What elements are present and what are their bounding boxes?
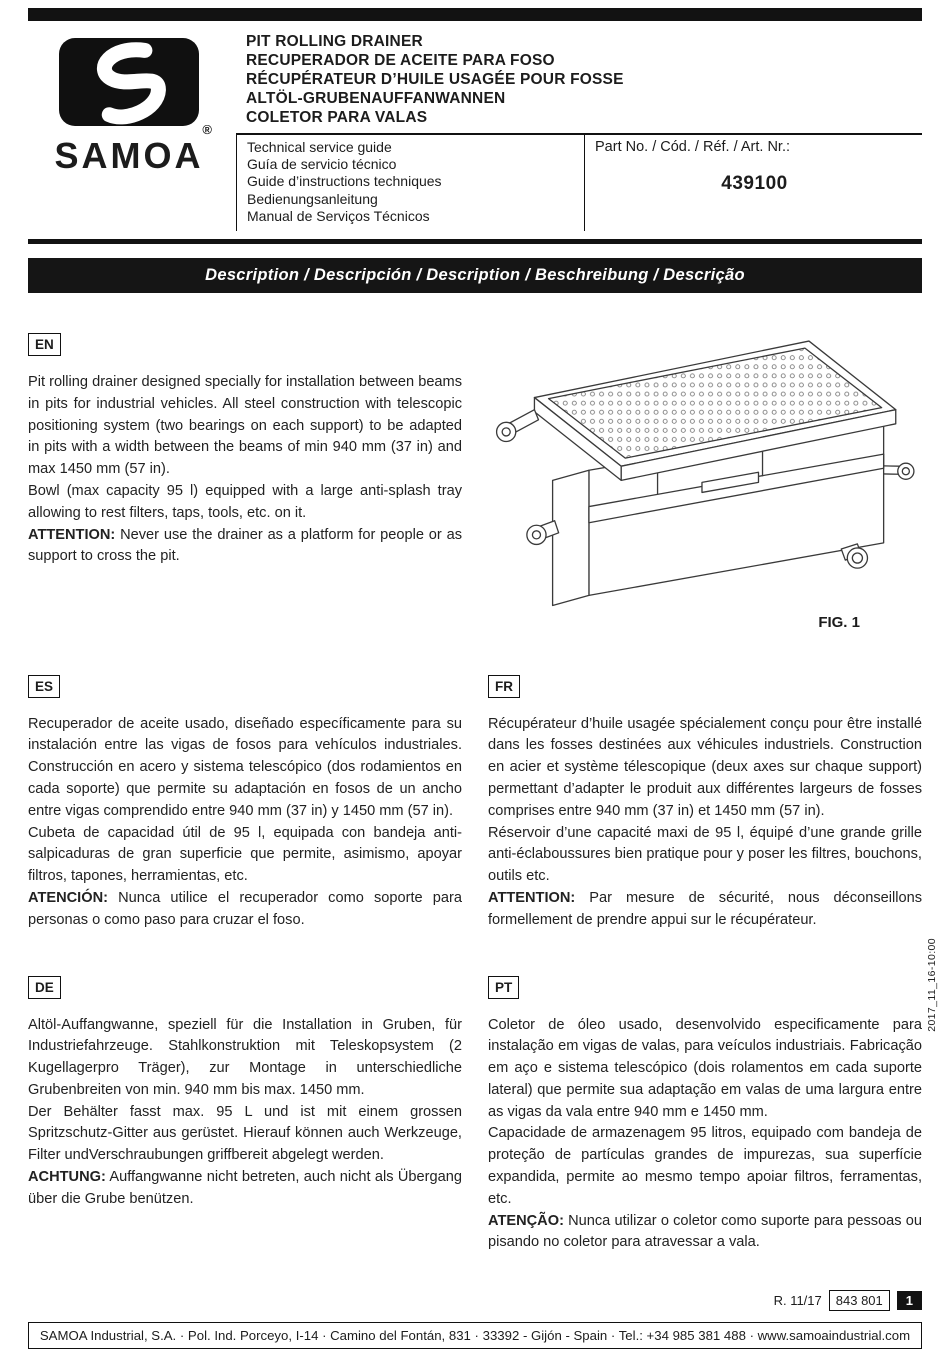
product-titles xyxy=(236,30,922,135)
company-address-bar: SAMOA Industrial, S.A. · Pol. Ind. Porceyo, I-14 · Camino del Fontán, 831 · 33392 - Gijón - Spain · Tel.: +34 985 381 488 · www.samoaindustrial.com xyxy=(28,1322,922,1349)
product-title-de: ALTÖL-GRUBENAUFFANWANNEN xyxy=(246,90,506,107)
guide-line-fr: Guide d’instructions techniques xyxy=(247,173,442,190)
section-de-paragraph-2: Der Behälter fasst max. 95 L und ist mit einem grossen Spritzschutz-Gitter aus gerüstet. Hierauf können auch Werkzeuge, Filter undVerschraubungen griffbereit abgelegt werden. xyxy=(28,1103,462,1164)
guide-type-lines xyxy=(237,135,584,231)
attention-text-fr: Par mesure de sécurité, nous déconseillons formellement de prendre appui sur le récupérateur. xyxy=(488,889,922,928)
section-de xyxy=(28,976,462,1255)
figure-caption: FIG. 1 xyxy=(818,613,860,631)
attention-label-en: ATTENTION: xyxy=(28,526,116,543)
product-title-fr: RÉCUPÉRATEUR D’HUILE USAGÉE POUR FOSSE xyxy=(246,71,624,88)
product-title-es: RECUPERADOR DE ACEITE PARA FOSO xyxy=(246,52,555,69)
product-title-en: PIT ROLLING DRAINER xyxy=(246,33,423,50)
section-en-paragraph-2: Bowl (max capacity 95 l) equipped with a large anti-splash tray allowing to rest filters, taps, tools, etc. on it. xyxy=(28,483,462,521)
product-title-pt: COLETOR PARA VALAS xyxy=(246,109,428,126)
top-rule xyxy=(28,8,922,21)
header xyxy=(28,30,922,231)
section-fr-paragraph-1: Récupérateur d’huile usagée spécialement conçu pour être installé dans les fosses destinées aux véhicules industriels. Construction en acier et système télescopique (deux axes sur chaque support) permettant d’adapter le produit aux différentes largeurs de fosses comprises entre 940 mm (37 in) et 1450 mm (57 in). xyxy=(488,715,922,819)
guide-line-de: Bedienungsanleitung xyxy=(247,190,378,207)
section-fr-attention xyxy=(488,888,922,932)
section-es-attention xyxy=(28,888,462,932)
header-divider-rule xyxy=(28,239,922,244)
page-number: 1 xyxy=(897,1291,922,1310)
attention-label-es: ATENCIÓN: xyxy=(28,889,108,906)
attention-label-pt: ATENÇÃO: xyxy=(488,1212,564,1229)
revision-label: R. 11/17 xyxy=(773,1293,822,1308)
section-fr xyxy=(488,675,922,932)
section-es-paragraph-2: Cubeta de capacidad útil de 95 l, equipada con bandeja anti-salpicaduras de gran superficie que permite, asimismo, apoyar filtros, tapones, herramientas, etc. xyxy=(28,824,462,885)
language-tag-pt: PT xyxy=(488,976,519,999)
section-pt-paragraph-2: Capacidade de armazenagem 95 litros, equipado com bandeja de proteção de partículas grandes de impurezas, sua superfície expandida, permite ao mesmo tempo apoiar filtros, ferramentas, etc. xyxy=(488,1125,922,1207)
section-en-paragraph-1: Pit rolling drainer designed specially for installation between beams in pits for industrial vehicles. All steel construction with telescopic positioning system (two bearings on each support) to be adapted in pits with a width between the beams of min 940 mm (37 in) and max 1450 mm (57 in). xyxy=(28,374,463,478)
row-de-pt xyxy=(28,976,922,1255)
registered-trademark: ® xyxy=(202,122,212,137)
attention-text-es: Nunca utilice el recuperador como soporte para personas o como paso para cruzar el foso. xyxy=(28,889,462,928)
section-en-attention xyxy=(28,525,462,569)
section-es xyxy=(28,675,462,932)
pit-drainer-figure xyxy=(488,335,922,610)
print-timestamp: 2017_11_16-10:00 xyxy=(926,938,938,1032)
language-tag-de: DE xyxy=(28,976,61,999)
attention-text-de: Auffangwanne nicht betreten, auch nicht als Übergang über die Grube benützen. xyxy=(28,1169,462,1207)
section-pt-paragraph-1: Coletor de óleo usado, desenvolvido especificamente para instalação em vigas de valas, para veículos industriais. Fabricação em aço e sistema telescópico (dois rolamentos em cada suporte lateral) que permite sua adaptação em valas de uma largura entre as vigas da vala entre 940 mm e 1450 mm. xyxy=(488,1016,922,1120)
samoa-logo-mark xyxy=(59,38,199,126)
attention-label-de: ACHTUNG: xyxy=(28,1169,106,1186)
section-pt xyxy=(488,976,922,1255)
part-number-label: Part No. / Cód. / Réf. / Art. Nr.: xyxy=(595,139,791,155)
section-en xyxy=(28,333,462,631)
samoa-logo xyxy=(28,30,230,231)
part-number-box xyxy=(584,135,922,231)
description-section-bar: Description / Descripción / Description / Beschreibung / Descrição xyxy=(28,258,922,293)
section-fr-paragraph-2: Réservoir d’une capacité maxi de 95 l, équipé d’une grande grille anti-éclaboussures bien pratique pour y poser les filtres, bouchons, outils etc. xyxy=(488,824,922,885)
figure-1 xyxy=(488,333,922,631)
header-sub xyxy=(236,135,922,231)
language-tag-fr: FR xyxy=(488,675,520,698)
guide-line-pt: Manual de Serviços Técnicos xyxy=(247,207,430,224)
row-es-fr xyxy=(28,675,922,932)
guide-line-en: Technical service guide xyxy=(247,139,392,155)
samoa-s-icon xyxy=(59,38,199,126)
row-en-figure xyxy=(28,333,922,631)
part-number-value: 439100 xyxy=(721,173,788,194)
section-es-paragraph-1: Recuperador de aceite usado, diseñado específicamente para su instalación entre las vigas de fosos para vehículos industriales. Construcción en acero y sistema telescópico (dos rodamientos en cada soporte) que permite su adaptación en fosos de un ancho entre vigas comprendido entre 940 mm (37 in) y 1450 mm (57 in). xyxy=(28,715,462,819)
attention-text-pt: Nunca utilizar o coletor como suporte para pessoas ou pisando no coletor para atravessar a vala. xyxy=(488,1212,922,1251)
guide-line-es: Guía de servicio técnico xyxy=(247,156,397,173)
attention-text-en: Never use the drainer as a platform for people or as support to cross the pit. xyxy=(28,526,462,565)
section-pt-attention xyxy=(488,1211,922,1255)
section-de-paragraph-1: Altöl-Auffangwanne, speziell für die Installation in Gruben, für Industriefahrzeuge. Stahlkonstruktion mit Teleskopsystem (2 Kugellagerpro Träger), zur Montage in unterschiedliche Grubenbreiten von min. 940 mm bis max. 1450 mm. xyxy=(28,1016,462,1098)
attention-label-fr: ATTENTION: xyxy=(488,889,576,906)
section-de-attention xyxy=(28,1167,462,1211)
language-tag-en: EN xyxy=(28,333,61,356)
content xyxy=(28,333,922,1254)
revision-footer xyxy=(774,1290,922,1311)
language-tag-es: ES xyxy=(28,675,60,698)
document-code: 843 801 xyxy=(829,1290,890,1311)
header-right xyxy=(236,30,922,231)
brand-name: SAMOA xyxy=(54,135,204,176)
